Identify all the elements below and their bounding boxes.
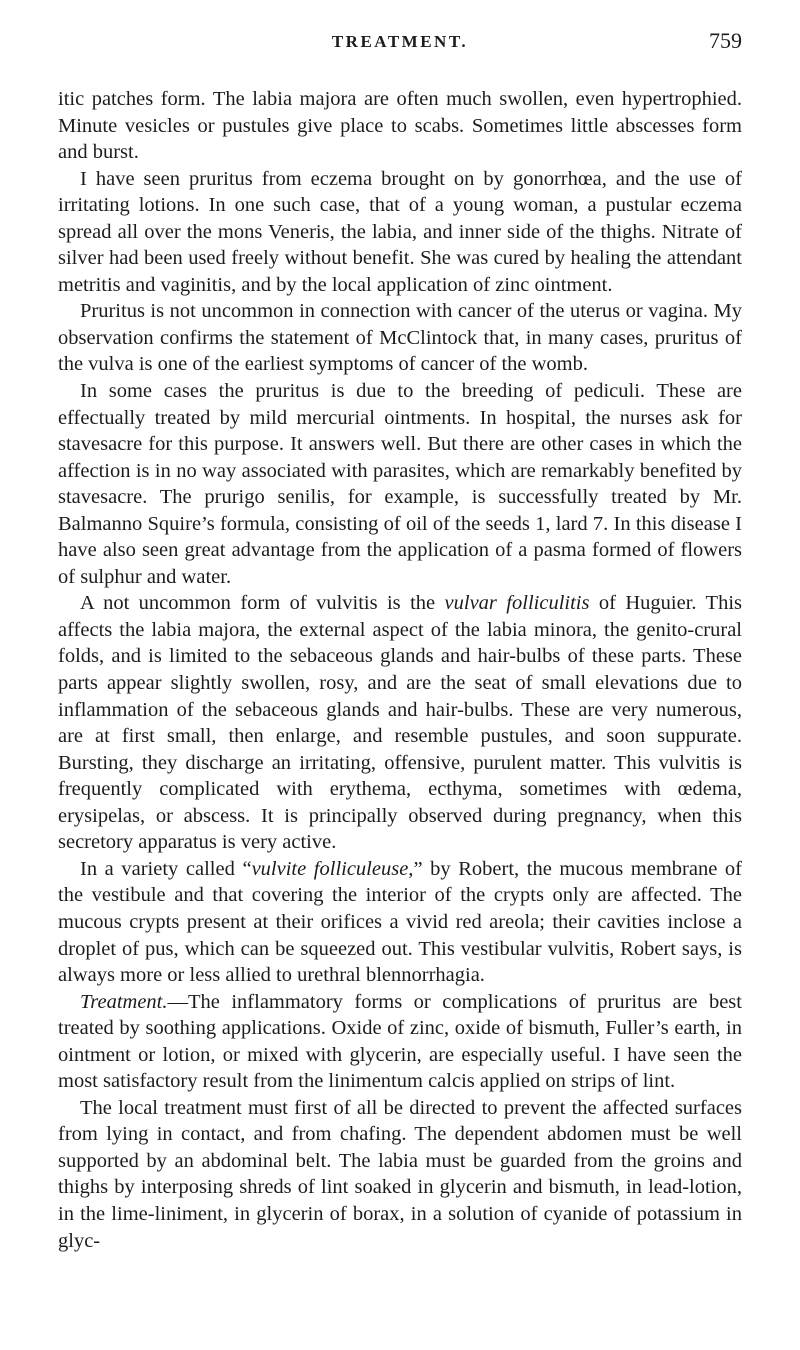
paragraph-text: The local treatment must first of all be directed to prevent the affected surfaces from lying in contact, and from chafing. The dependent abdomen must be well supported by an abdominal belt. The labia must be guarded from the groins and thighs by interposing shreds of lint soaked in glycerin and bismuth, in lead-lotion, in the lime-liniment, in glycerin of borax, in a solution of cyanide of potassium in glyc- xyxy=(58,1096,742,1252)
paragraph xyxy=(58,856,742,989)
page-number: 759 xyxy=(709,28,742,53)
paragraph-text: I have seen pruritus from eczema brought on by gonorrhœa, and the use of irritating lotions. In one such case, that of a young woman, a pustular eczema spread all over the mons Veneris, the labia, and inner side of the thighs. Nitrate of silver had been used freely without benefit. She was cured by healing the attendant metritis and vaginitis, and by the local application of zinc ointment. xyxy=(58,167,742,296)
running-title: TREATMENT. xyxy=(331,32,469,51)
paragraph-text: A not uncommon form of vulvitis is the xyxy=(80,592,445,615)
paragraph-text: Pruritus is not uncommon in connection with cancer of the uterus or vagina. My observation confirms the statement of McClintock that, in many cases, pruritus of the vulva is one of the earliest symptoms of cancer of the womb. xyxy=(58,300,742,376)
paragraph xyxy=(58,298,742,378)
paragraph xyxy=(58,378,742,590)
paragraph xyxy=(58,590,742,855)
paragraph-text: In some cases the pruritus is due to the breeding of pediculi. These are effectually treated by mild mercurial ointments. In hospital, the nurses ask for stavesacre for this purpose. It answers well. But there are other cases in which the affection is in no way associated with parasites, which are remarkably benefited by stavesacre. The prurigo senilis, for example, is successfully treated by Mr. Balmanno Squire’s formula, consisting of oil of the seeds 1, lard 7. In this disease I have also seen great advantage from the application of a pasma formed of flowers of sulphur and water. xyxy=(58,380,742,588)
running-head xyxy=(58,28,742,58)
paragraph-text: In a variety called “ xyxy=(80,857,252,880)
paragraph xyxy=(58,989,742,1095)
paragraph-text: —The inflammatory forms or complications of pruritus are best treated by soothing applications. Oxide of zinc, oxide of bismuth, Fuller’s earth, in ointment or lotion, or mixed with glycerin, are especially useful. I have seen the most satisfactory result from the linimentum calcis applied on strips of lint. xyxy=(58,990,742,1093)
body-text xyxy=(58,86,742,1254)
paragraph-text: of Huguier. This affects the labia majora, the external aspect of the labia minora, the genito-crural folds, and is limited to the sebaceous glands and hair-bulbs of these parts. These parts appear slightly swollen, rosy, and are the seat of small elevations due to inflammation of the sebaceous glands and hair-bulbs. These are very numerous, are at first small, then enlarge, and resemble pustules, and soon suppurate. Bursting, they discharge an irritating, offensive, purulent matter. This vulvitis is frequently complicated with erythema, ecthyma, sometimes with œdema, erysipelas, or abscess. It is principally observed during pregnancy, when this secretory apparatus is very active. xyxy=(58,592,742,854)
paragraph-text: ” by Robert, the mucous membrane of the vestibule and that covering the interior of the crypts only are affected. The mucous crypts present at their orifices a vivid red areola; their cavities inclose a droplet of pus, which can be squeezed out. This vestibular vulvitis, Robert says, is always more or less allied to urethral blennorrhagia. xyxy=(58,857,742,987)
italic-text: vulvite folliculeuse, xyxy=(251,857,414,880)
italic-text: vulvar folliculitis xyxy=(444,592,590,615)
book-page xyxy=(58,28,742,1254)
paragraph xyxy=(58,86,742,166)
paragraph-text: itic patches form. The labia majora are often much swollen, even hypertrophied. Minute vesicles or pustules give place to scabs. Sometimes little abscesses form and burst. xyxy=(58,88,742,164)
italic-text: Treatment. xyxy=(80,990,168,1013)
paragraph xyxy=(58,1095,742,1254)
paragraph xyxy=(58,166,742,299)
